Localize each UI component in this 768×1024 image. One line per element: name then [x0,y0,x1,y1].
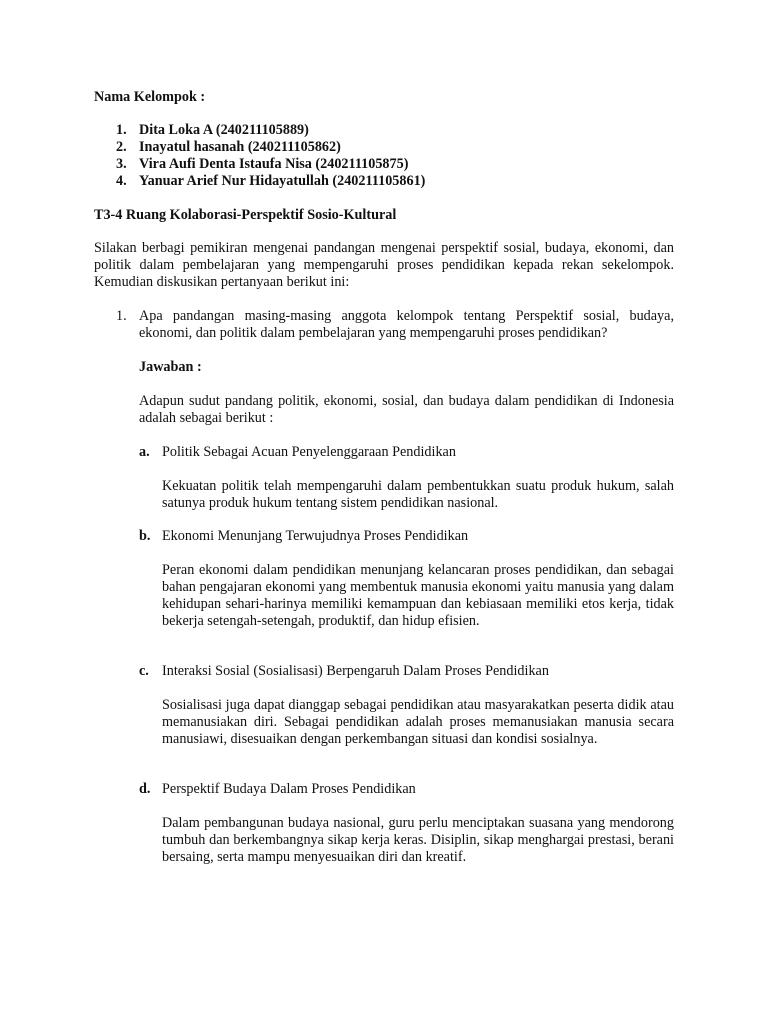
member-index: 2. [116,139,127,155]
answer-label: Jawaban : [139,359,202,375]
point-body: Peran ekonomi dalam pendidikan menunjang kelancaran proses pendidikan, dan sebagai bahan pengajaran ekonomi yang membentuk manusia ekonomi yaitu manusia yang dalam kehidupan sehari-harinya memiliki kemampuan dan kebiasaan memiliki etos kerja, tidak bekerja setengah-setengah, produktif, dan hidup efisien. [162,562,674,629]
point-body: Sosialisasi juga dapat dianggap sebagai pendidikan atau masyarakatkan peserta didik atau memanusiakan diri. Sebagai pendidikan adalah proses memanusiakan manusia secara manusiawi, disesuaikan dengan perkembangan situasi dan kondisi sosialnya. [162,697,674,747]
member-name: Dita Loka A (240211105889) [139,122,309,138]
point-body: Dalam pembangunan budaya nasional, guru perlu menciptakan suasana yang mendorong tumbuh dan berkembangnya sikap kerja keras. Disiplin, sikap menghargai prestasi, berani bersaing, serta mampu menyesuaikan diri dan kreatif. [162,815,674,865]
point-body: Kekuatan politik telah mempengaruhi dalam pembentukkan suatu produk hukum, salah satunya produk hukum tentang sistem pendidikan nasional. [162,478,674,511]
member-index: 3. [116,156,127,172]
question-text: Apa pandangan masing-masing anggota kelompok tentang Perspektif sosial, budaya, ekonomi, dan politik dalam pembelajaran yang mempengaruhi proses pendidikan? [139,308,674,341]
point-letter: b. [139,528,151,544]
member-name: Vira Aufi Denta Istaufa Nisa (240211105875) [139,156,409,172]
task-instructions: Silakan berbagi pemikiran mengenai pandangan mengenai perspektif sosial, budaya, ekonomi, dan politik dalam pembelajaran yang mempengaruhi proses pendidikan kepada rekan sekelompok. Kemudian diskusikan pertanyaan berikut ini: [94,240,674,290]
point-letter: c. [139,663,149,679]
point-title: Ekonomi Menunjang Terwujudnya Proses Pendidikan [162,528,469,544]
point-title: Interaksi Sosial (Sosialisasi) Berpengaruh Dalam Proses Pendidikan [162,663,549,679]
point-letter: d. [139,781,151,797]
member-name: Inayatul hasanah (240211105862) [139,139,341,155]
member-name: Yanuar Arief Nur Hidayatullah (240211105861) [139,173,426,189]
task-title: T3-4 Ruang Kolaborasi-Perspektif Sosio-Kultural [94,207,397,223]
member-index: 4. [116,173,127,189]
member-index: 1. [116,122,127,138]
answer-intro: Adapun sudut pandang politik, ekonomi, sosial, dan budaya dalam pendidikan di Indonesia adalah sebagai berikut : [139,393,674,426]
group-label: Nama Kelompok : [94,89,206,105]
question-index: 1. [116,308,127,324]
point-letter: a. [139,444,150,460]
point-title: Perspektif Budaya Dalam Proses Pendidikan [162,781,416,797]
point-title: Politik Sebagai Acuan Penyelenggaraan Pendidikan [162,444,456,460]
